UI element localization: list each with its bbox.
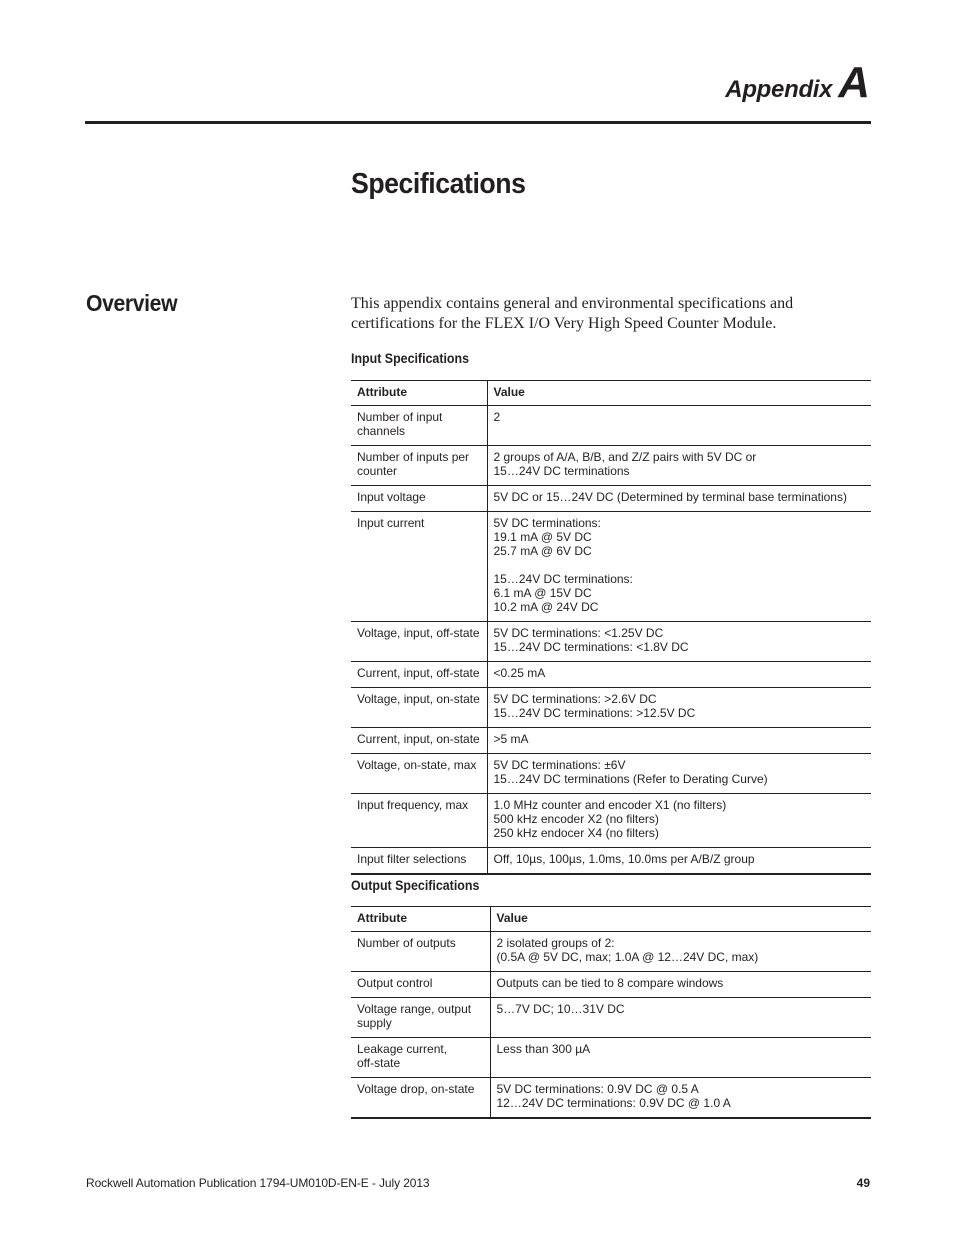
input-table-caption: Input Specifications [351, 351, 470, 366]
cell-value: 2 isolated groups of 2: (0.5A @ 5V DC, max; 1.0A @ 12…24V DC, max) [490, 932, 871, 972]
cell-value: 5V DC terminations: <1.25V DC 15…24V DC terminations: <1.8V DC [487, 622, 871, 662]
cell-value: 1.0 MHz counter and encoder X1 (no filters) 500 kHz encoder X2 (no filters) 250 kHz endocer X4 (no filters) [487, 794, 871, 848]
cell-value: 2 [487, 406, 871, 446]
cell-value: <0.25 mA [487, 662, 871, 688]
cell-value: 5…7V DC; 10…31V DC [490, 998, 871, 1038]
table-row [351, 406, 871, 446]
column-header-attribute: Attribute [351, 381, 487, 406]
cell-attribute: Voltage, input, on-state [351, 688, 487, 728]
cell-attribute: Current, input, on-state [351, 728, 487, 754]
table-row [351, 1038, 871, 1078]
cell-value: Outputs can be tied to 8 compare windows [490, 972, 871, 998]
footer-page-number: 49 [856, 1176, 870, 1190]
table-row [351, 486, 871, 512]
table-row [351, 688, 871, 728]
intro-paragraph: This appendix contains general and environmental specifications and certifications for the FLEX I/O Very High Speed Counter Module. [351, 295, 794, 332]
cell-attribute: Current, input, off-state [351, 662, 487, 688]
column-header-value: Value [487, 381, 871, 406]
cell-value: 5V DC terminations: >2.6V DC 15…24V DC terminations: >12.5V DC [487, 688, 871, 728]
cell-value: Off, 10µs, 100µs, 1.0ms, 10.0ms per A/B/Z group [487, 848, 871, 875]
table-row [351, 622, 871, 662]
cell-attribute: Number of outputs [351, 932, 490, 972]
column-header-attribute: Attribute [351, 907, 490, 932]
cell-attribute: Voltage, on-state, max [351, 754, 487, 794]
cell-attribute: Voltage drop, on-state [351, 1078, 490, 1119]
table-row [351, 972, 871, 998]
cell-value: >5 mA [487, 728, 871, 754]
table-row [351, 1078, 871, 1119]
table-row [351, 932, 871, 972]
output-spec-table [351, 906, 871, 1119]
appendix-word: Appendix [725, 76, 833, 103]
cell-attribute: Voltage, input, off-state [351, 622, 487, 662]
table-row [351, 998, 871, 1038]
table-row [351, 446, 871, 486]
cell-value: 2 groups of A/A, B/B, and Z/Z pairs with 5V DC or 15…24V DC terminations [487, 446, 871, 486]
cell-value: 5V DC terminations: ±6V 15…24V DC terminations (Refer to Derating Curve) [487, 754, 871, 794]
input-spec-table [351, 380, 871, 875]
cell-attribute: Output control [351, 972, 490, 998]
cell-attribute: Input voltage [351, 486, 487, 512]
cell-attribute: Number of input channels [351, 406, 487, 446]
appendix-letter: A [838, 58, 870, 107]
table-row [351, 754, 871, 794]
table-header-row [351, 381, 871, 406]
column-header-value: Value [490, 907, 871, 932]
output-table-caption: Output Specifications [351, 878, 480, 893]
table-row [351, 728, 871, 754]
appendix-heading [725, 58, 870, 108]
table-row [351, 848, 871, 875]
header-rule [85, 121, 871, 124]
page-title: Specifications [351, 168, 526, 200]
table-header-row [351, 907, 871, 932]
cell-attribute: Voltage range, output supply [351, 998, 490, 1038]
cell-attribute: Leakage current, off-state [351, 1038, 490, 1078]
cell-value: Less than 300 µA [490, 1038, 871, 1078]
cell-attribute: Input current [351, 512, 487, 622]
cell-value: 5V DC terminations: 19.1 mA @ 5V DC 25.7 mA @ 6V DC 15…24V DC terminations: 6.1 mA @ 15V DC 10.2 mA @ 24V DC [487, 512, 871, 622]
table-row [351, 512, 871, 622]
table-row [351, 794, 871, 848]
cell-attribute: Number of inputs per counter [351, 446, 487, 486]
table-row [351, 662, 871, 688]
section-title: Overview [86, 290, 178, 316]
cell-value: 5V DC terminations: 0.9V DC @ 0.5 A 12…24V DC terminations: 0.9V DC @ 1.0 A [490, 1078, 871, 1119]
cell-value: 5V DC or 15…24V DC (Determined by terminal base terminations) [487, 486, 871, 512]
footer-publication: Rockwell Automation Publication 1794-UM010D-EN-E - July 2013 [86, 1176, 430, 1190]
cell-attribute: Input frequency, max [351, 794, 487, 848]
cell-attribute: Input filter selections [351, 848, 487, 875]
